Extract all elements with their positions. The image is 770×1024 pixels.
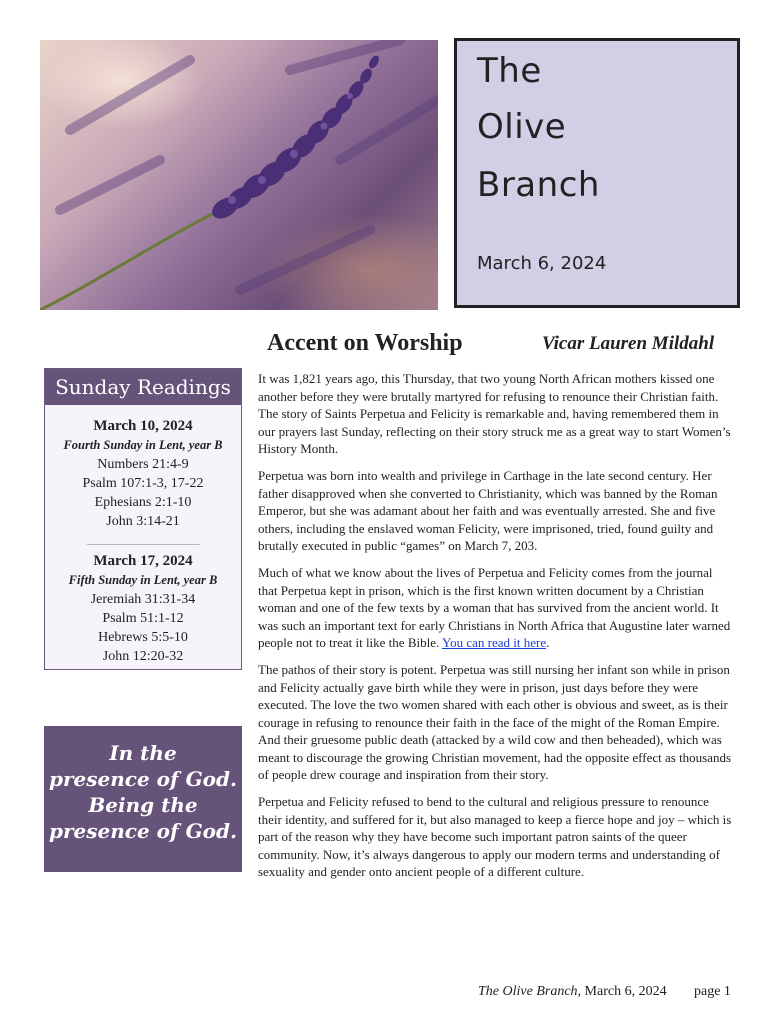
footer-issue	[478, 984, 667, 999]
section-heading: Accent on Worship	[267, 330, 463, 356]
article-paragraph: It was 1,821 years ago, this Thursday, that two young North African mothers kissed one another before they were brutally martyred for refusing to renounce their Christian faith. The story of Saints Perpetua and Felicity is remarkable and, having remembered them in our prayers last Sunday, reflecting on their story struck me as a great way to start Women’s History Month.	[258, 371, 731, 457]
page-footer	[478, 984, 731, 1000]
page-number: page 1	[694, 984, 731, 999]
link-suffix: .	[546, 635, 550, 651]
reading-text: Psalm 107:1-3, 17-22	[82, 476, 204, 491]
reading-occasion: Fourth Sunday in Lent, year B	[63, 438, 223, 452]
reading-text: Numbers 21:4-9	[97, 457, 189, 472]
masthead-title-line: Olive	[477, 107, 567, 147]
reading-occasion: Fifth Sunday in Lent, year B	[68, 573, 218, 587]
lavender-photo	[40, 40, 438, 310]
reading-text: Ephesians 2:1-10	[94, 495, 192, 510]
quote-box	[44, 726, 242, 872]
readings-separator: _________________________	[86, 534, 200, 546]
reading-text: John 12:20-32	[102, 649, 184, 664]
reading-text: Jeremiah 31:31-34	[90, 592, 196, 607]
masthead-title-line: Branch	[477, 165, 600, 205]
article-body	[258, 370, 734, 890]
masthead-title-line: The	[477, 51, 542, 91]
readings-list	[45, 405, 241, 666]
masthead	[454, 38, 740, 308]
article-paragraph	[258, 564, 734, 652]
masthead-date: March 6, 2024	[477, 253, 607, 274]
footer-date: , March 6, 2024	[577, 984, 667, 999]
article-paragraph: The pathos of their story is potent. Perpetua was still nursing her infant son while in prison and Felicity actually gave birth while they were in prison, just days before they were executed. The love the two women shared with each other is obvious and sweet, as is their courage in refusing to renounce their faith in the face of the might of the Roman Empire. And their gruesome public death (attacked by a wild cow and then beheaded), which was meant to discourage the growing Christian movement, had the opposite effect as thousands of people drew courage and inspiration from their story.	[258, 661, 732, 783]
article-paragraph: Perpetua was born into wealth and privilege in Carthage in the late second century. Her father disapproved when she converted to Christianity, which was banned by the Roman Emperor, but she was adamant about her faith and was eventually arrested. She and five others, including the enslaved woman Felicity, were imprisoned, tried, found guilty and brutally executed in public “games” on March 7, 203.	[258, 467, 718, 554]
author-byline: Vicar Lauren Mildahl	[542, 333, 715, 354]
quote-line: presence of God.	[49, 819, 237, 843]
reading-date: March 17, 2024	[93, 553, 193, 569]
article-paragraph: Perpetua and Felicity refused to bend to the cultural and religious pressure to renounce their identity, and suffered for it, but also managed to keep a fierce hope and joy – which is part of the reason why they have become such important patron saints of the queer community. Now, it’s always dangerous to apply our modern terms and understanding of sexuality and gender onto ancient people of a different culture.	[258, 794, 732, 880]
sunday-readings-box	[44, 368, 242, 670]
footer-publication: The Olive Branch	[478, 984, 578, 999]
quote-line: Being the	[88, 793, 198, 817]
quote-line: presence of God.	[49, 767, 237, 791]
reading-text: Psalm 51:1-12	[102, 611, 184, 626]
reading-date: March 10, 2024	[93, 418, 193, 434]
sunday-readings-title: Sunday Readings	[45, 369, 241, 405]
article-paragraph-text: Much of what we know about the lives of Perpetua and Felicity comes from the journal that Perpetua kept in prison, which is the first known written document by a Christian woman and one of the few texts by a woman that has survived from the ancient world. It was such an important text for early Christians in North Africa that Augustine later warned people not to treat it like the Bible.	[258, 564, 731, 651]
lavender-illustration	[40, 40, 438, 310]
reading-text: John 3:14-21	[106, 514, 180, 529]
reading-text: Hebrews 5:5-10	[98, 630, 188, 645]
quote-line: In the	[109, 741, 177, 765]
read-it-here-link[interactable]: You can read it here	[442, 635, 547, 651]
